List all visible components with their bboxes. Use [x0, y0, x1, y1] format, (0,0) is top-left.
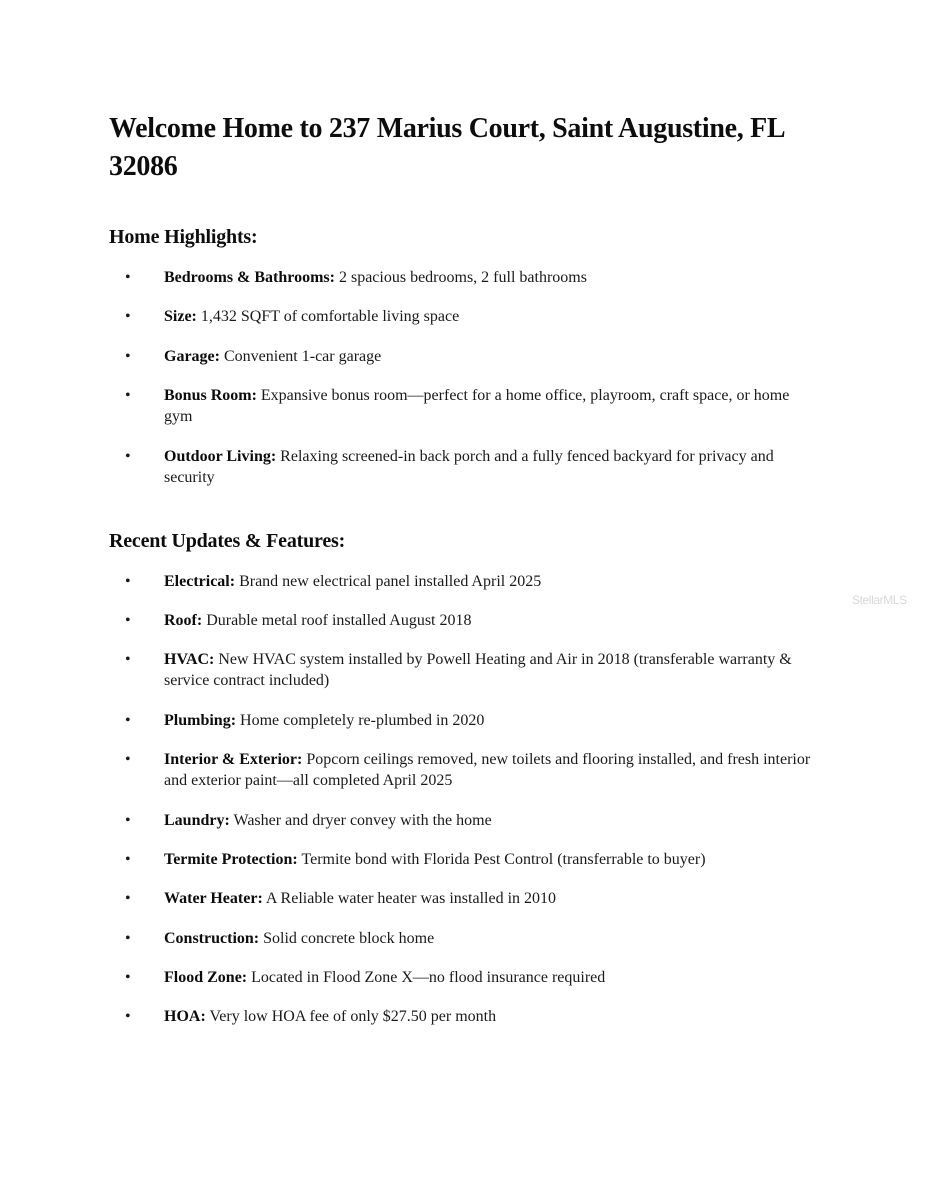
item-label: Electrical: — [164, 572, 236, 590]
list-item — [109, 849, 819, 870]
item-label: Size: — [164, 308, 197, 326]
item-label: Outdoor Living: — [164, 447, 277, 465]
list-item — [109, 306, 819, 327]
item-text: Durable metal roof installed August 2018 — [202, 611, 472, 629]
page-title: Welcome Home to 237 Marius Court, Saint Augustine, FL 32086 — [109, 113, 784, 182]
home-highlights-list — [109, 267, 809, 488]
item-text: A Reliable water heater was installed in 2010 — [262, 890, 557, 908]
document-page — [109, 110, 809, 1046]
item-label: Flood Zone: — [164, 969, 248, 987]
item-text: Home completely re-plumbed in 2020 — [236, 711, 485, 729]
list-item — [109, 749, 819, 791]
item-label: Laundry: — [164, 811, 230, 829]
bullet-icon: • — [125, 969, 131, 987]
recent-updates-list — [109, 571, 809, 1028]
bullet-icon: • — [125, 890, 131, 908]
item-label: Interior & Exterior: — [164, 751, 303, 769]
item-text: Relaxing screened-in back porch and a fully fenced backyard for privacy and security — [164, 447, 774, 486]
item-text: New HVAC system installed by Powell Heating and Air in 2018 (transferable warranty & service contract included) — [164, 651, 792, 690]
item-label: Construction: — [164, 929, 260, 947]
item-label: HOA: — [164, 1008, 206, 1026]
item-text: Convenient 1-car garage — [219, 347, 382, 365]
bullet-icon: • — [125, 447, 131, 465]
item-label: Plumbing: — [164, 711, 237, 729]
list-item — [109, 928, 819, 949]
list-item — [109, 810, 819, 831]
list-item — [109, 610, 819, 631]
bullet-icon: • — [125, 850, 131, 868]
item-text: Brand new electrical panel installed April 2025 — [235, 572, 542, 590]
list-item — [109, 888, 819, 909]
item-text: Expansive bonus room—perfect for a home office, playroom, craft space, or home gym — [164, 387, 790, 426]
item-text: 2 spacious bedrooms, 2 full bathrooms — [334, 269, 587, 286]
list-item — [109, 967, 819, 988]
section-heading-recent-updates: Recent Updates & Features: — [109, 529, 346, 552]
item-text: Located in Flood Zone X—no flood insurance required — [247, 969, 606, 987]
item-label: Bonus Room: — [164, 387, 257, 405]
mls-watermark: StellarMLS — [852, 593, 907, 607]
section-heading-home-highlights: Home Highlights: — [109, 226, 258, 248]
bullet-icon: • — [125, 387, 131, 405]
list-item — [109, 649, 819, 691]
item-text: Washer and dryer convey with the home — [229, 811, 492, 829]
item-text: Termite bond with Florida Pest Control (transferrable to buyer) — [297, 850, 706, 868]
item-text: Popcorn ceilings removed, new toilets and flooring installed, and fresh interior and exterior paint—all completed April 2025 — [164, 751, 811, 790]
item-label: Roof: — [164, 611, 203, 629]
item-label: Bedrooms & Bathrooms: — [164, 269, 335, 286]
item-text: Solid concrete block home — [259, 929, 435, 947]
list-item — [109, 1006, 819, 1027]
list-item — [109, 571, 819, 592]
item-label: Water Heater: — [164, 890, 263, 908]
item-label: Garage: — [164, 347, 220, 365]
bullet-icon: • — [125, 1008, 131, 1026]
list-item — [109, 446, 819, 488]
item-text: 1,432 SQFT of comfortable living space — [196, 308, 460, 326]
bullet-icon: • — [125, 269, 131, 286]
bullet-icon: • — [125, 651, 131, 669]
list-item — [109, 385, 819, 427]
list-item — [109, 710, 819, 731]
item-text: Very low HOA fee of only $27.50 per month — [205, 1008, 497, 1026]
list-item — [109, 346, 819, 367]
bullet-icon: • — [125, 308, 131, 326]
bullet-icon: • — [125, 347, 131, 365]
bullet-icon: • — [125, 751, 131, 769]
bullet-icon: • — [125, 711, 131, 729]
bullet-icon: • — [125, 611, 131, 629]
item-label: HVAC: — [164, 651, 215, 669]
bullet-icon: • — [125, 811, 131, 829]
bullet-icon: • — [125, 929, 131, 947]
list-item — [109, 267, 819, 288]
item-label: Termite Protection: — [164, 850, 298, 868]
bullet-icon: • — [125, 572, 131, 590]
